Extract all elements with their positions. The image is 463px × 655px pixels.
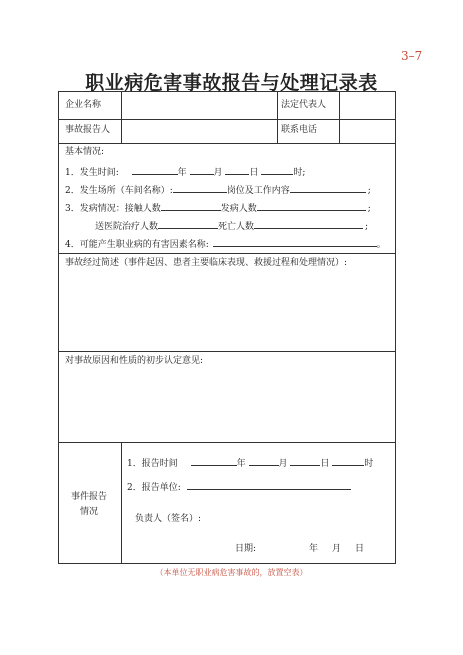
row-divider	[59, 119, 395, 120]
period: 。	[376, 240, 386, 250]
phone-label: 联系电话	[281, 125, 318, 135]
occur-day-field[interactable]	[225, 165, 249, 175]
occur-place-label: 2．发生场所（车间名称）:	[65, 186, 173, 196]
date-day-label: 日	[355, 544, 365, 554]
process-heading: 事故经过简述（事件起因、患者主要临床表现、救援过程和处理情况）:	[65, 258, 348, 268]
hour-label: 时;	[293, 168, 306, 178]
col-divider	[121, 92, 122, 143]
report-time-label: 1．报告时间	[127, 459, 178, 469]
report-unit-line	[127, 480, 351, 494]
form-title: 职业病危害事故报告与处理记录表	[85, 72, 378, 94]
semicolon: ;	[365, 222, 369, 232]
report-section-label	[71, 492, 107, 518]
occur-month-field[interactable]	[190, 165, 214, 175]
legal-rep-label: 法定代表人	[281, 100, 327, 110]
process-text-area[interactable]	[60, 272, 394, 349]
col-divider	[277, 92, 278, 143]
col-divider	[121, 442, 122, 563]
report-month-field[interactable]	[249, 456, 279, 466]
responsible-person-label: 负责人（签名）:	[135, 514, 202, 524]
page-code: 3–7	[401, 49, 423, 63]
footer-note: （本单位无职业病危害事故的，放置空表）	[155, 568, 308, 577]
report-form-table	[58, 91, 396, 564]
report-hour-field[interactable]	[332, 456, 364, 466]
phone-field[interactable]	[341, 121, 393, 141]
row-divider	[59, 143, 395, 144]
company-name-field[interactable]	[123, 93, 275, 117]
reporter-label: 事故报告人	[65, 125, 111, 135]
report-unit-label: 2．报告单位:	[127, 483, 181, 493]
hazard-label: 4．可能产生职业病的有害因素名称:	[65, 240, 209, 250]
company-name-label: 企业名称	[65, 100, 102, 110]
report-label-line-2: 情况	[80, 507, 99, 517]
report-day-field[interactable]	[290, 456, 320, 466]
report-year-label: 年	[236, 459, 246, 469]
report-unit-field[interactable]	[187, 480, 351, 490]
death-count-field[interactable]	[254, 219, 363, 229]
hospital-label: 送医院治疗人数	[95, 222, 159, 232]
year-label: 年	[177, 168, 187, 178]
report-month-label: 月	[278, 459, 288, 469]
signature-field[interactable]	[209, 512, 359, 526]
cause-text-area[interactable]	[60, 370, 394, 440]
legal-rep-field[interactable]	[341, 93, 393, 117]
occur-year-field[interactable]	[132, 165, 178, 175]
basic-line-1	[65, 165, 305, 179]
cause-heading: 对事故原因和性质的初步认定意见:	[65, 356, 204, 366]
occur-hour-field[interactable]	[261, 165, 293, 175]
day-label: 日	[249, 168, 259, 178]
row-divider	[59, 442, 395, 443]
position-field[interactable]	[290, 183, 366, 193]
semicolon: ;	[367, 186, 371, 196]
exposure-count-field[interactable]	[161, 201, 221, 211]
report-year-field[interactable]	[191, 456, 237, 466]
basic-line-3b	[95, 219, 368, 233]
report-hour-label: 时	[364, 459, 374, 469]
reporter-field[interactable]	[123, 121, 275, 141]
report-label-line-1: 事件报告	[71, 492, 108, 502]
semicolon: ;	[367, 204, 371, 214]
basic-line-4	[65, 237, 386, 251]
basic-heading: 基本情况:	[65, 147, 105, 157]
date-month-label: 月	[332, 544, 342, 554]
sick-count-field[interactable]	[257, 201, 366, 211]
report-day-label: 日	[320, 459, 330, 469]
report-date-label: 日期:	[235, 544, 257, 554]
hospital-count-field[interactable]	[158, 219, 218, 229]
sick-count-label: 发病人数	[220, 204, 257, 214]
report-time-line	[127, 456, 373, 470]
row-divider	[59, 351, 395, 352]
col-divider	[339, 92, 340, 143]
date-year-label: 年	[309, 544, 319, 554]
exposure-label: 3．发病情况：接触人数	[65, 204, 161, 214]
basic-line-2	[65, 183, 371, 197]
basic-line-3	[65, 201, 371, 215]
occur-time-label: 1．发生时间:	[65, 168, 119, 178]
workshop-field[interactable]	[173, 183, 227, 193]
death-label: 死亡人数	[218, 222, 255, 232]
row-divider	[59, 253, 395, 254]
position-label: 岗位及工作内容	[226, 186, 290, 196]
month-label: 月	[213, 168, 223, 178]
hazard-field[interactable]	[213, 237, 377, 247]
